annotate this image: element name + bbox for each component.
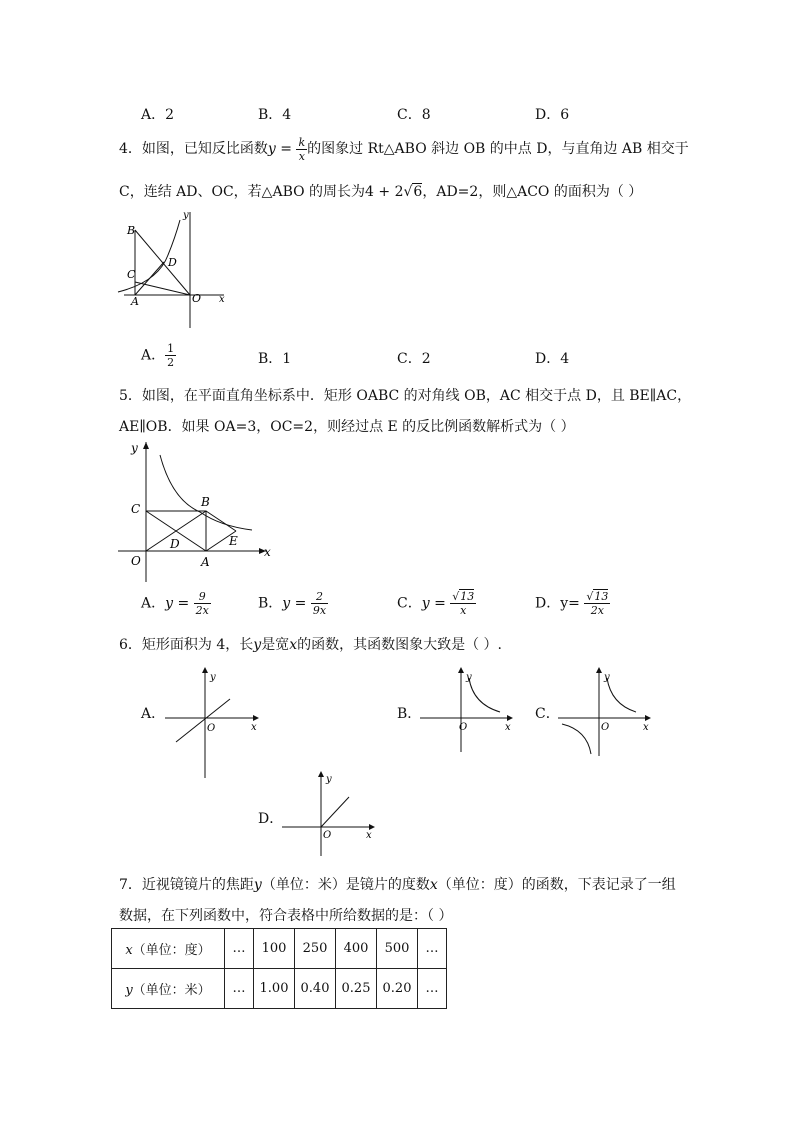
q4-label-o: O: [192, 292, 202, 305]
q7-row1-cell: 250: [295, 929, 336, 969]
q4-label-y: y: [183, 210, 189, 221]
q4-sqrt-sign: √: [403, 184, 413, 200]
q7-stem-line1: [119, 874, 676, 894]
q3-option-b: B．4: [258, 107, 292, 123]
q7-line1-x: x: [429, 877, 438, 893]
q5-label-b: B: [201, 495, 210, 509]
q6-stem-y: y: [253, 637, 262, 653]
q5-option-c-label: C．: [397, 595, 422, 612]
q5-option-d-lhs: y=: [560, 595, 580, 612]
q4-perimeter-root: 6: [413, 184, 423, 200]
q6-graph-a-x: x: [251, 722, 257, 733]
q5-label-x: x: [264, 545, 271, 559]
q7-row1-header: [112, 929, 225, 969]
q7-row2-cell: …: [225, 969, 254, 1009]
q4-perimeter-a: 4 + 2: [365, 184, 404, 200]
q4-label-b: B: [127, 224, 136, 237]
q4-stem-suffix: 的图象过 Rt△ABO 斜边 OB 的中点 D，与直角边 AB 相交于: [307, 141, 689, 157]
q6-graph-a-y: y: [210, 672, 216, 683]
q6-option-a-label: A．: [141, 706, 166, 722]
q3-option-d: D．6: [535, 107, 570, 123]
q5-option-b-lhs: y =: [282, 595, 307, 612]
q7-row2-cell: 0.25: [336, 969, 377, 1009]
q5-label-c: C: [131, 502, 141, 516]
q5-option-d-label: D．: [535, 595, 561, 612]
q6-option-d-label: D．: [258, 811, 284, 827]
q5-label-o: O: [131, 554, 141, 568]
q7-row2-cell: 0.40: [295, 969, 336, 1009]
q4-option-a-num: 1: [167, 342, 175, 355]
q6-graph-d-y: y: [326, 774, 332, 785]
q5-option-a-lhs: y =: [165, 595, 190, 612]
q7-row2-cell: 1.00: [254, 969, 295, 1009]
q7-row2-var: y: [125, 983, 133, 998]
table-row: [112, 969, 447, 1009]
q5-label-d: D: [170, 537, 180, 551]
q6-option-b-label: B．: [397, 706, 422, 722]
q7-stem-line2: 数据，在下列函数中，符合表格中所给数据的是：（ ）: [119, 908, 453, 924]
q5-option-d-root: 13: [594, 590, 609, 603]
q5-option-c-root: 13: [460, 590, 475, 603]
table-row: [112, 929, 447, 969]
q7-row2-cell: …: [418, 969, 447, 1009]
q6-graph-b-x: x: [505, 722, 511, 733]
q7-row1-unit: （单位：度）: [132, 943, 211, 958]
q7-data-table: [111, 928, 447, 1009]
q7-line1-c: （单位：度）的函数，下表记录了一组: [437, 877, 676, 893]
q4-label-x: x: [219, 294, 225, 305]
q7-line1-y: y: [253, 877, 262, 893]
q6-graph-c-y: y: [604, 672, 610, 683]
q6-stem-x: x: [289, 637, 298, 653]
q4-line2-suffix: ，AD=2，则△ACO 的面积为（ ）: [422, 184, 643, 200]
q6-stem-a: 6．矩形面积为 4，长: [119, 637, 254, 653]
q6-graph-c-o: O: [601, 722, 610, 733]
q7-row1-cell: …: [418, 929, 447, 969]
q7-row2-cell: 0.20: [377, 969, 418, 1009]
q5-option-d-den: 2x: [590, 604, 604, 617]
q5-option-b-den: 9x: [312, 604, 327, 617]
q5-option-c-num: √13: [452, 590, 475, 603]
q5-option-c-lhs: y =: [421, 595, 446, 612]
q5-label-a: A: [201, 555, 210, 569]
q6-graph-a-o: O: [207, 723, 216, 734]
q4-option-c: C．2: [397, 351, 431, 367]
q7-row1-cell: 100: [254, 929, 295, 969]
q6-graph-d-o: O: [323, 830, 332, 841]
q7-line1-b: （单位：米）是镜片的度数: [261, 877, 430, 893]
q5-label-e: E: [229, 534, 238, 548]
q7-row1-cell: 500: [377, 929, 418, 969]
q4-label-d: D: [168, 256, 177, 269]
q7-row1-cell: 400: [336, 929, 377, 969]
q5-label-y: y: [131, 441, 138, 455]
q4-option-b: B．1: [258, 351, 292, 367]
q4-label-a: A: [131, 295, 139, 308]
q7-row1-var: x: [125, 943, 133, 958]
q4-stem-k: k: [298, 135, 306, 149]
q5-option-d-num: √13: [586, 590, 609, 603]
q5-option-a-num: 9: [194, 590, 211, 604]
q4-line2-prefix: C，连结 AD、OC，若△ABO 的周长为: [119, 184, 366, 200]
q3-option-c: C．8: [397, 107, 431, 123]
q4-stem-eq: =: [275, 141, 297, 157]
q6-graph-d-x: x: [366, 830, 372, 841]
q6-stem-c: 的函数，其函数图象大致是（ ）.: [297, 637, 502, 653]
q3-option-a: A．2: [141, 107, 175, 123]
q5-option-b-num: 2: [311, 590, 328, 604]
q4-stem-y: y: [267, 141, 276, 157]
q4-stem-prefix: 4．如图，已知反比函数: [119, 141, 268, 157]
q6-option-c-label: C．: [535, 706, 560, 722]
q6-graph-c-x: x: [643, 722, 649, 733]
q4-option-d: D．4: [535, 351, 570, 367]
q6-graph-b-o: O: [459, 722, 468, 733]
q5-option-b-label: B．: [258, 595, 283, 612]
q7-row1-cell: …: [225, 929, 254, 969]
q6-stem-b: 是宽: [261, 637, 290, 653]
q4-stem-x: x: [298, 149, 305, 163]
q5-option-a-label: A．: [141, 595, 166, 612]
q5-stem-line2: AE∥OB．如果 OA=3，OC=2，则经过点 E 的反比例函数解析式为（ ）: [119, 419, 575, 435]
q5-option-c-den: x: [460, 604, 467, 617]
q4-option-a-label: A．: [141, 347, 166, 364]
q4-option-a-den: 2: [167, 356, 175, 369]
q6-graph-b-y: y: [466, 672, 472, 683]
q7-row2-header: [112, 969, 225, 1009]
q7-row2-unit: （单位：米）: [132, 983, 211, 998]
q4-label-c: C: [127, 268, 136, 281]
q5-option-a-den: 2x: [195, 604, 209, 617]
q7-line1-a: 7．近视镜镜片的焦距: [119, 877, 254, 893]
q5-stem-line1: 5．如图，在平面直角坐标系中．矩形 OABC 的对角线 OB，AC 相交于点 D，且 BE∥AC，: [119, 388, 692, 404]
